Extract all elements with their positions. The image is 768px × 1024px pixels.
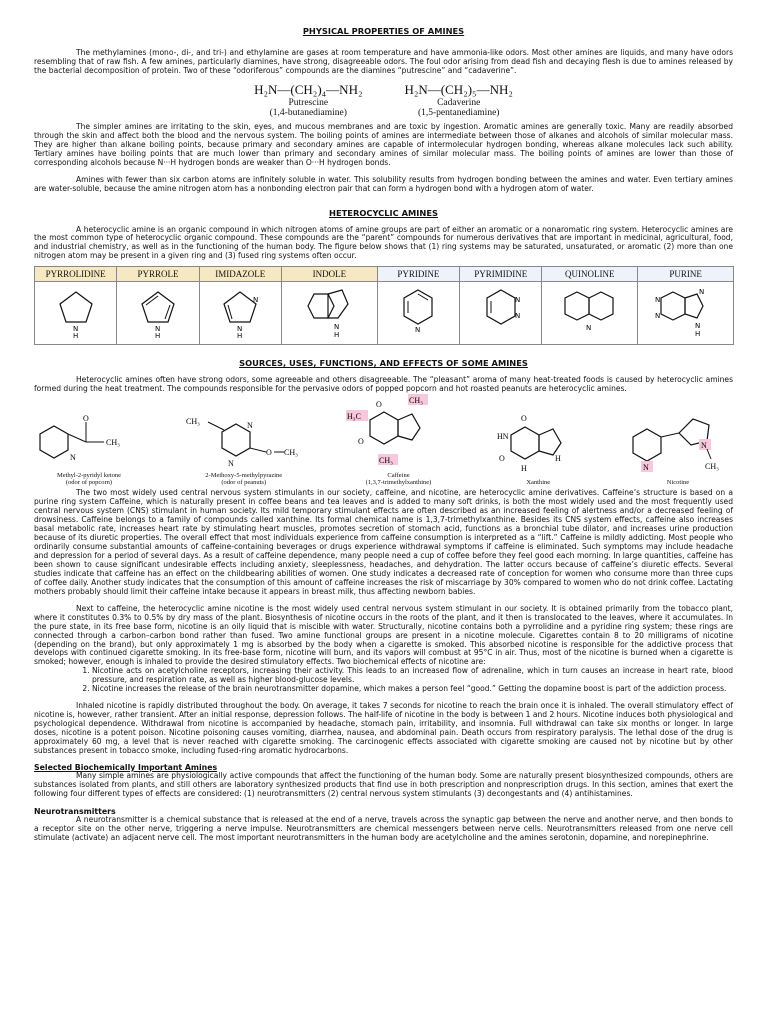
putrescine-structure: H₂N—(CH₂)₄—NH₂ <box>254 81 363 97</box>
nicotine-paragraph: Next to caffeine, the heterocyclic amine nicotine is the most widely used central nervous system stimulant in our society. It is obtained primarily from the tobacco plant, where it constitutes 0.3% to 0.5% by dry mass of the plant. Biosynthesis of nicotine occurs in the roots of the plant, and it then is translocated to the leaves, where it accumulates. In the pure state, in its free base form, nicotine is an oily liquid that is miscible with water. Structurally, nicotine contains both a pyrrolidine and a pyridine ring system; these rings are connected through a carbon–carbon bond rather than fused. Two amine functional groups are present in a nicotine molecule. Cigarettes contain 8 to 20 milligrams of nicotine (depending on the brand), but only approximately 1 mg is absorbed by the body when a cigarette is smoked. This absorbed nicotine is responsible for the addictive process that develops with continued cigarette smoking. In its free-base form, nicotine will burn, and its vapors will combust at 95°C in air. Thus, most of the nicotine is burned when a cigarette is smoked; however, enough is inhaled to provide the desired stimulatory effects. Two biochemical effects of nicotine are: <box>34 603 733 667</box>
svg-text:O: O <box>499 454 506 464</box>
svg-text:N: N <box>237 325 243 334</box>
pyrrole-structure <box>117 282 199 345</box>
pyrazine-methyl: CH₃ <box>185 417 200 427</box>
svg-text:N: N <box>70 453 76 463</box>
svg-text:N: N <box>654 312 660 321</box>
label-pyridine: PYRIDINE <box>377 267 459 282</box>
svg-text:CH₃: CH₃ <box>283 448 298 458</box>
methyl-2-pyridyl-ketone-note: (odor of popcorn) <box>65 479 113 487</box>
svg-text:N: N <box>701 441 707 451</box>
heterocyclic-heading: HETEROCYCLIC AMINES <box>329 207 438 218</box>
svg-text:N: N <box>643 463 649 473</box>
ketone-methyl: CH₃ <box>106 438 120 448</box>
svg-text:H: H <box>334 331 340 340</box>
caffeine-note: (1,3,7-trimethylxanthine) <box>365 479 432 487</box>
svg-text:HN: HN <box>497 432 509 442</box>
svg-text:N: N <box>698 288 704 297</box>
selected-amines-paragraph: Many simple amines are physiologically active compounds that affect the functioning of the human body. Some are naturally present biosynthesized compounds, others are substances isolated from plants, and still others are laboratory synthesized products that find use in both prescription and nonprescription drugs. In this section, amines that exert the following four different types of effects are considered: (1) neurotransmitters (2) central nervous system stimulants (3) decongestants and (4) antihistamines. <box>34 770 733 798</box>
xanthine <box>493 411 583 486</box>
sources-paragraph: Heterocyclic amines often have strong odors, some agreeable and others disagreeable. The “pleasant” aroma of many heat-treated foods is caused by heterocyclic amines formed during the heat treatment. The compounds responsible for the pervasive odors of popped popcorn and hot roasted peanuts are heterocyclic amines. <box>34 375 733 394</box>
label-quinoline: QUINOLINE <box>542 267 638 282</box>
svg-text:N: N <box>227 459 234 469</box>
caffeine-methyl-7: CH₃ <box>408 396 423 406</box>
svg-text:O: O <box>265 448 272 458</box>
nicotine-effects-list <box>34 667 733 694</box>
methyl-2-pyridyl-ketone <box>34 412 144 486</box>
cadaverine-formula <box>405 82 513 118</box>
nicotine-effect-item: 1. Nicotine acts on acetylcholine receptors, increasing their activity. This leads to an increased flow of adrenaline, which in turn causes an increase in heart rate, blood pressure, and respiration rate, as well as higher blood-glucose levels. <box>92 667 733 685</box>
cadaverine-name: Cadaverine <box>437 97 481 108</box>
sources-heading: SOURCES, USES, FUNCTIONS, AND EFFECTS OF SOME AMINES <box>239 358 528 369</box>
nicotine-name: Nicotine <box>666 479 690 487</box>
svg-text:N: N <box>654 296 660 305</box>
quinoline-structure <box>542 282 638 345</box>
document-page <box>34 26 733 843</box>
toxicity-boiling-paragraph: The simpler amines are irritating to the skin, eyes, and mucous membranes and are toxic by ingestion. Aromatic amines are generally toxic. Many are readily absorbed through the skin and affect both the blood and the nervous system. The boiling points of amines are intermediate between those of alkanes and alcohols of similar molecular mass. They are higher than alkane boiling points, because primary and secondary amines are capable of intermolecular hydrogen bonding, whereas alkane molecules lack such ability. Tertiary amines have boiling points that are much lower than primary and secondary amines of similar molecular mass. The boiling points of amines are lower than those of corresponding alcohols because N···H hydrogen bonds are weaker than O···H hydrogen bonds. <box>34 121 733 167</box>
xanthine-name: Xanthine <box>526 479 551 487</box>
label-pyrrole: PYRROLE <box>117 267 199 282</box>
cadaverine-structure: H₂N—(CH₂)₅—NH₂ <box>404 81 513 97</box>
label-imidazole: IMIDAZOLE <box>199 267 281 282</box>
diamine-formulas <box>34 82 733 118</box>
heterocycle-figure <box>34 266 734 345</box>
svg-text:N: N <box>246 421 253 431</box>
methoxy-methylpyrazine-name: 2-Methoxy-5-methylpyrazine <box>205 472 283 480</box>
methoxy-methylpyrazine-note: (odor of peanuts) <box>221 479 267 487</box>
svg-text:O: O <box>357 437 364 447</box>
svg-text:H: H <box>521 464 528 474</box>
physical-properties-heading: PHYSICAL PROPERTIES OF AMINES <box>302 26 465 36</box>
cadaverine-iupac: (1,5-pentanediamine) <box>417 107 500 118</box>
heterocyclic-paragraph: A heterocyclic amine is an organic compound in which nitrogen atoms of amine groups are part of either an aromatic or a nonaromatic ring system. Heterocyclic amines are the most common type of heterocyclic organic compound. These compounds are the “parent” compounds for numerous derivatives that are important in medicinal, agricultural, food, and industrial chemistry, as well as in the functioning of the human body. The figure below shows that (1) ring systems may be saturated, unsaturated, or aromatic (2) more than one nitrogen atom may be present in a given ring and (3) fused ring systems often occur. <box>34 224 733 261</box>
label-purine: PURINE <box>638 267 734 282</box>
nicotine-methyl: CH₃ <box>705 462 719 472</box>
nicotine-effect-item: 2. Nicotine increases the release of the brain neurotransmitter dopamine, which makes a person feel “good.” Getting the dopamine boost is part of the addiction process. <box>92 685 733 694</box>
svg-text:N: N <box>72 325 78 334</box>
svg-text:H: H <box>154 332 161 341</box>
svg-text:H: H <box>237 332 243 341</box>
methoxy-methylpyrazine <box>184 412 304 486</box>
caffeine-name: Caffeine <box>387 472 410 480</box>
svg-text:H: H <box>694 330 700 339</box>
svg-text:N: N <box>253 296 259 305</box>
caffeine <box>344 394 454 486</box>
putrescine-formula <box>254 82 362 118</box>
label-pyrimidine: PYRIMIDINE <box>460 267 542 282</box>
pyrrolidine-structure <box>35 282 117 345</box>
svg-text:N: N <box>334 323 340 332</box>
svg-text:N: N <box>585 324 591 333</box>
caffeine-methyl-3: CH₃ <box>378 456 393 466</box>
purine-structure <box>638 282 734 345</box>
inhaled-nicotine-paragraph: Inhaled nicotine is rapidly distributed throughout the body. On average, it takes 7 seconds for nicotine to reach the brain once it is inhaled. The overall stimulatory effect of nicotine is, however, rather transient. After an initial response, depression follows. The half-life of nicotine in the body is between 1 and 2 hours. Nicotine induces both physiological and psychological dependence. Withdrawal from nicotine is accompanied by headache, stomach pain, irritability, and insomnia. Full withdrawal can take six months or longer. In large doses, nicotine is a potent poison. Nicotine poisoning causes vomiting, diarrhea, nausea, and abdominal pain. Death occurs from respiratory paralysis. The lethal dose of the drug is approximately 60 mg, a level that is never reached with cigarette smoking. The carcinogenic effects associated with cigarette smoking are caused not by nicotine but by other substances present in tobacco smoke, including fused-ring aromatic hydrocarbons. <box>34 701 733 755</box>
svg-text:N: N <box>415 326 421 335</box>
svg-text:O: O <box>375 400 382 410</box>
selected-amines-subheading: Selected Biochemically Important Amines <box>34 762 218 772</box>
aroma-and-stimulant-molecules <box>34 396 733 486</box>
label-indole: INDOLE <box>281 267 377 282</box>
svg-text:N: N <box>514 312 520 321</box>
caffeine-paragraph: The two most widely used central nervous system stimulants in our society, caffeine, and nicotine, are heterocyclic amine derivatives. Caffeine’s structure is based on a purine ring system Caffeine, which is naturally present in coffee beans and tea leaves and is added to many soft drinks, is both the most widely used and the most frequently used central nervous system (CNS) stimulant in human society. Its mild temporary stimulant effects are often described as an increased feeling of alertness and/or a decreased feeling of drowsiness. Caffeine belongs to a family of compounds called xanthine. Its formal chemical name is 1,3,7-trimethylxanthine. Besides its CNS system effects, caffeine also increases basal metabolic rate, increases heart rate by stimulating heart muscles, promotes secretion of stomach acid, functions as a bronchial tube dilator, and increases urine production because of its diuretic properties. The overall effect that most individuals experience from caffeine consumption is interpreted as a “lift.” Caffeine is mildly addicting. Most people who ordinarily consume substantial amounts of caffeine-containing beverages or drugs experience withdrawal symptoms if caffeine is eliminated. Such symptoms may include headache and depression for a period of several days. As a result of caffeine dependence, many people need a cup of coffee before they feel good each morning. In large quantities, caffeine has been shown to cause significant undesirable effects including anxiety, sleeplessness, headaches, and dehydration. The latter occurs because of caffeine’s diuretic effects. Several studies indicate that caffeine has an effect on the childbearing abilities of women. One study indicates a decreased rate of conception for women who consume more than three cups of coffee daily. Another study indicates that the consumption of this amount of caffeine increases the risk of miscarriage by 30% compared to women who do not drink coffee. Lactating mothers probably should limit their caffeine intake because it appears in breast milk, thus affecting newborn babies. <box>34 488 733 596</box>
nicotine <box>623 411 733 486</box>
svg-text:H: H <box>555 454 562 464</box>
svg-text:N: N <box>514 296 520 305</box>
label-pyrrolidine: PYRROLIDINE <box>35 267 117 282</box>
svg-text:O: O <box>521 414 528 424</box>
solubility-paragraph: Amines with fewer than six carbon atoms are infinitely soluble in water. This solubility results from hydrogen bonding between the amines and water. Even tertiary amines are water-soluble, because the amine nitrogen atom has a nonbonding electron pair that can form a hydrogen bond with a hydrogen atom of water. <box>34 174 733 193</box>
caffeine-methyl-1: H₃C <box>346 412 361 422</box>
neurotransmitters-subheading: Neurotransmitters <box>34 806 116 816</box>
svg-text:N: N <box>694 322 700 331</box>
neurotransmitters-paragraph: A neurotransmitter is a chemical substance that is released at the end of a nerve, travels across the synaptic gap between the nerve and another nerve, and then bonds to a receptor site on the other nerve, triggering a nerve impulse. Neurotransmitters are chemical messengers between nerve cells. Neurotransmitters released from one nerve cell stimulate (activate) an adjacent nerve cell. The most important neurotransmitters in the human body are acetylcholine and the amines serotonin, dopamine, and norepinephrine. <box>34 814 733 842</box>
pyrimidine-structure <box>460 282 542 345</box>
putrescine-name: Putrescine <box>288 97 329 108</box>
pyridine-structure <box>377 282 459 345</box>
indole-structure <box>281 282 377 345</box>
svg-text:O: O <box>83 414 89 424</box>
svg-text:H: H <box>72 332 78 341</box>
intro-paragraph: The methylamines (mono-, di-, and tri-) and ethylamine are gases at room temperature and have ammonia-like odors. Most other amines are liquids, and many have odors resembling that of raw fish. A few amines, particularly diamines, have strong, disagreeable odors. The foul odor arising from dead fish and decaying flesh is due to amines released by the bacterial decomposition of protein. Two of these “odoriferous” compounds are the diamines “putrescine” and “cadaverine”. <box>34 48 733 75</box>
putrescine-iupac: (1,4-butanediamine) <box>269 107 347 118</box>
imidazole-structure <box>199 282 281 345</box>
svg-text:N: N <box>154 325 161 334</box>
methyl-2-pyridyl-ketone-name: Methyl-2-pyridyl ketone <box>56 472 122 480</box>
